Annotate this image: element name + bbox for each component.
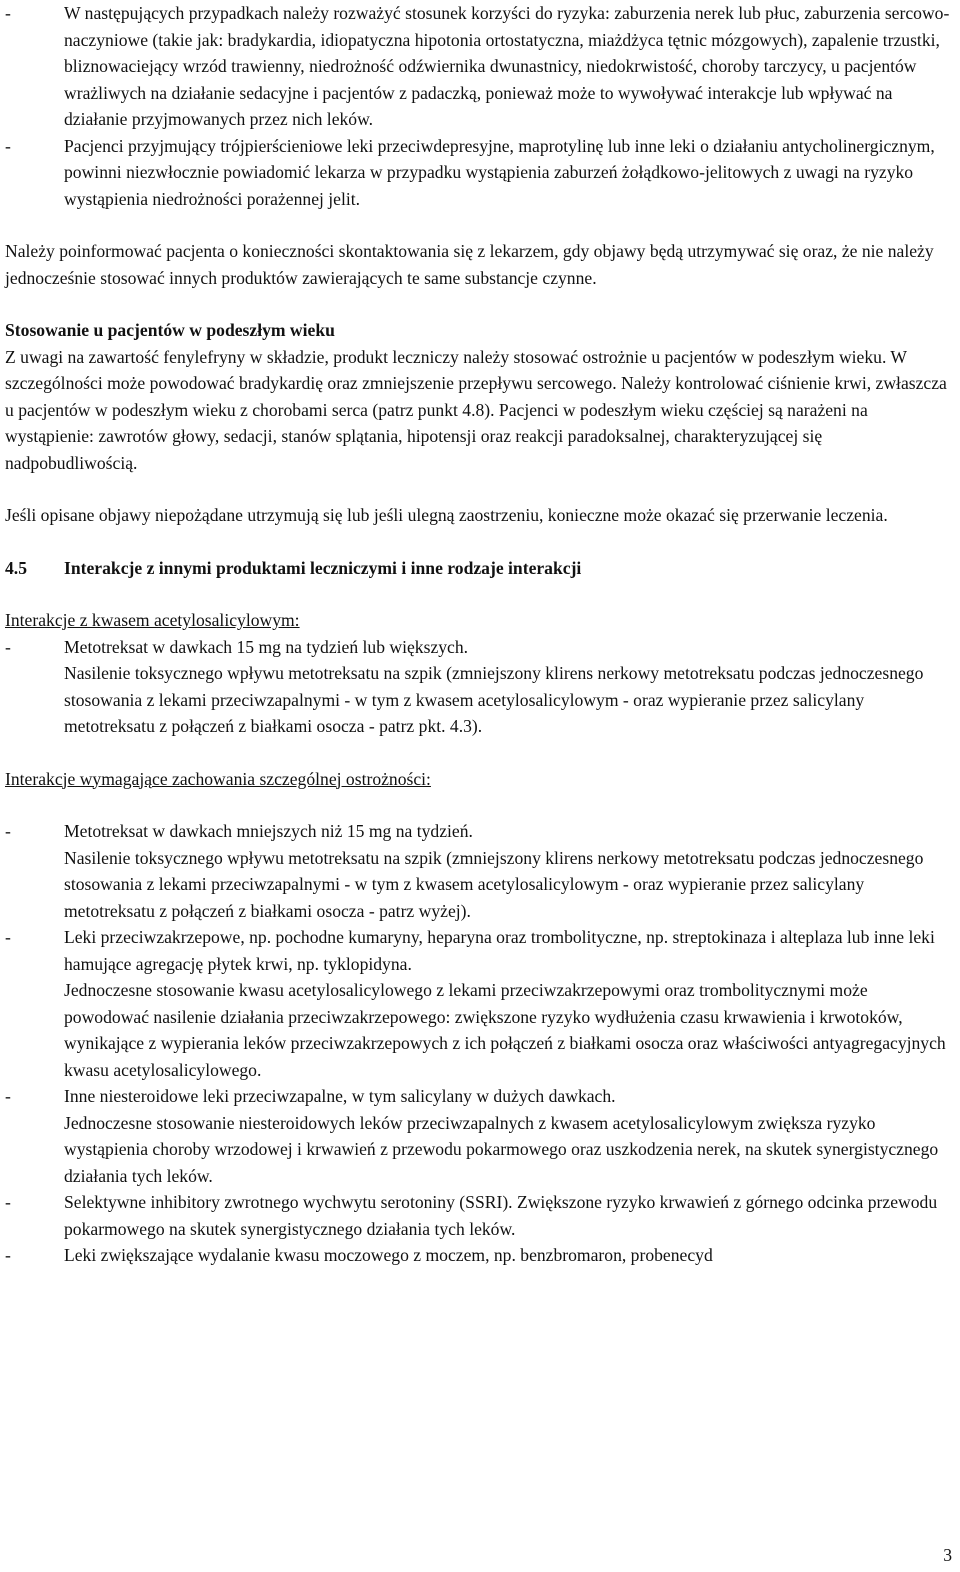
list-item-text: Metotreksat w dawkach 15 mg na tydzień lub większych.	[64, 636, 469, 657]
list-item-text: Pacjenci przyjmujący trójpierścieniowe leki przeciwdepresyjne, maprotylinę lub inne leki o działaniu antycholinergicznym, powinni niezwłocznie powiadomić lekarza w przypadku wystąpienia zaburzeń żołądkowo-jelitowych z uwagi na ryzyko wystąpienia niedrożności porażennej jelit.	[64, 135, 935, 209]
subheading-caution-interactions: Interakcje wymagające zachowania szczególnej ostrożności:	[5, 768, 431, 789]
list-dash: -	[5, 927, 11, 947]
list-item-text: Selektywne inhibitory zwrotnego wychwytu serotoniny (SSRI). Zwiększone ryzyko krwawień z górnego odcinka przewodu pokarmowego na skutek synergistycznego działania tych leków.	[64, 1192, 938, 1239]
list-dash: -	[5, 821, 11, 841]
list-item	[5, 1189, 953, 1242]
list-item	[5, 818, 953, 845]
list-item-text: Metotreksat w dawkach mniejszych niż 15 mg na tydzień.	[64, 821, 473, 841]
list-item-text: W następujących przypadkach należy rozważyć stosunek korzyści do ryzyka: zaburzenia nerek lub płuc, zaburzenia sercowo-naczyniowe (takie jak: bradykardia, idiopatyczna hipotonia ortostatyczna, miażdżyca tętnic mózgowych), zapalenie trzustki, bliznowaciejący wrzód trawienny, niedrożność odźwiernika dwunastnicy, niedokrwistość, choroby tarczycy, u pacjentów wrażliwych na działanie sedacyjne i pacjentów z padaczką, ponieważ może to wywoływać interakcje lub wpływać na działanie przyjmowanych przez nich leków.	[64, 3, 950, 129]
list-item	[5, 1083, 953, 1110]
list-item-detail: Jednoczesne stosowanie kwasu acetylosalicylowego z lekami przeciwzakrzepowymi oraz trombolitycznymi może powodować nasilenie działania przeciwzakrzepowego: zwiększone ryzyko wydłużenia czasu krwawienia i krwotoków, wynikające z wypierania leków przeciwzakrzepowych z ich połączeń z białkami osocza oraz właściwości antyagregacyjnych kwasu acetylosalicylowego.	[64, 980, 946, 1080]
section-heading	[5, 555, 953, 582]
list-dash: -	[5, 135, 11, 156]
paragraph-stop-treatment: Jeśli opisane objawy niepożądane utrzymują się lub jeśli ulegną zaostrzeniu, konieczne może okazać się przerwanie leczenia.	[5, 505, 888, 525]
list-item-detail: Nasilenie toksycznego wpływu metotreksatu na szpik (zmniejszony klirens nerkowy metotreksatu podczas jednoczesnego stosowania z lekami przeciwzapalnymi - w tym z kwasem acetylosalicylowym - oraz wypieranie przez salicylany metotreksatu z połączeń z białkami osocza - patrz pkt. 4.3).	[64, 663, 924, 736]
subheading-elderly: Stosowanie u pacjentów w podeszłym wieku	[5, 320, 335, 340]
list-item-detail: Jednoczesne stosowanie niesteroidowych leków przeciwzapalnych z kwasem acetylosalicylowym zwiększa ryzyko wystąpienia choroby wrzodowej i krwawień z przewodu pokarmowego oraz uszkodzenia nerek, na skutek synergistycznego działania tych leków.	[64, 1112, 939, 1186]
list-item	[5, 634, 953, 661]
list-item	[5, 0, 953, 133]
list-item-text: Leki przeciwzakrzepowe, np. pochodne kumaryny, heparyna oraz trombolityczne, np. streptokinaza i alteplaza lub inne leki hamujące agregację płytek krwi, np. tyklopidyna.	[64, 927, 935, 974]
list-dash: -	[5, 3, 11, 23]
list-item	[5, 1242, 953, 1269]
list-dash: -	[5, 1192, 11, 1212]
list-dash: -	[5, 1086, 11, 1106]
page-number: 3	[943, 1545, 952, 1565]
list-dash: -	[5, 636, 11, 657]
section-title: Interakcje z innymi produktami leczniczymi i inne rodzaje interakcji	[64, 557, 582, 578]
list-item	[5, 133, 953, 213]
list-item-detail: Nasilenie toksycznego wpływu metotreksatu na szpik (zmniejszony klirens nerkowy metotreksatu podczas jednoczesnego stosowania z lekami przeciwzapalnymi - w tym z kwasem acetylosalicylowym - oraz wypieranie przez salicylany metotreksatu z połączeń z białkami osocza - patrz wyżej).	[64, 847, 924, 921]
section-number: 4.5	[5, 557, 27, 578]
subheading-asa-interactions: Interakcje z kwasem acetylosalicylowym:	[5, 610, 300, 630]
list-dash: -	[5, 1245, 11, 1265]
paragraph-inform-patient: Należy poinformować pacjenta o konieczności skontaktowania się z lekarzem, gdy objawy będą utrzymywać się oraz, że nie należy jednocześnie stosować innych produktów zawierających te same substancje czynne.	[5, 241, 934, 288]
document-page	[5, 0, 953, 1269]
list-item	[5, 924, 953, 977]
list-item-text: Inne niesteroidowe leki przeciwzapalne, w tym salicylany w dużych dawkach.	[64, 1086, 616, 1106]
paragraph-elderly: Z uwagi na zawartość fenylefryny w składzie, produkt leczniczy należy stosować ostrożnie u pacjentów w podeszłym wieku. W szczególności może powodować bradykardię oraz zmniejszenie przepływu sercowego. Należy kontrolować ciśnienie krwi, zwłaszcza u pacjentów w podeszłym wieku z chorobami serca (patrz punkt 4.8). Pacjenci w podeszłym wieku częściej są narażeni na wystąpienie: zawrotów głowy, sedacji, stanów splątania, hipotensji oraz reakcji paradoksalnej, charakteryzującej się nadpobudliwością.	[5, 346, 947, 473]
list-item-text: Leki zwiększające wydalanie kwasu moczowego z moczem, np. benzbromaron, probenecyd	[64, 1245, 713, 1265]
